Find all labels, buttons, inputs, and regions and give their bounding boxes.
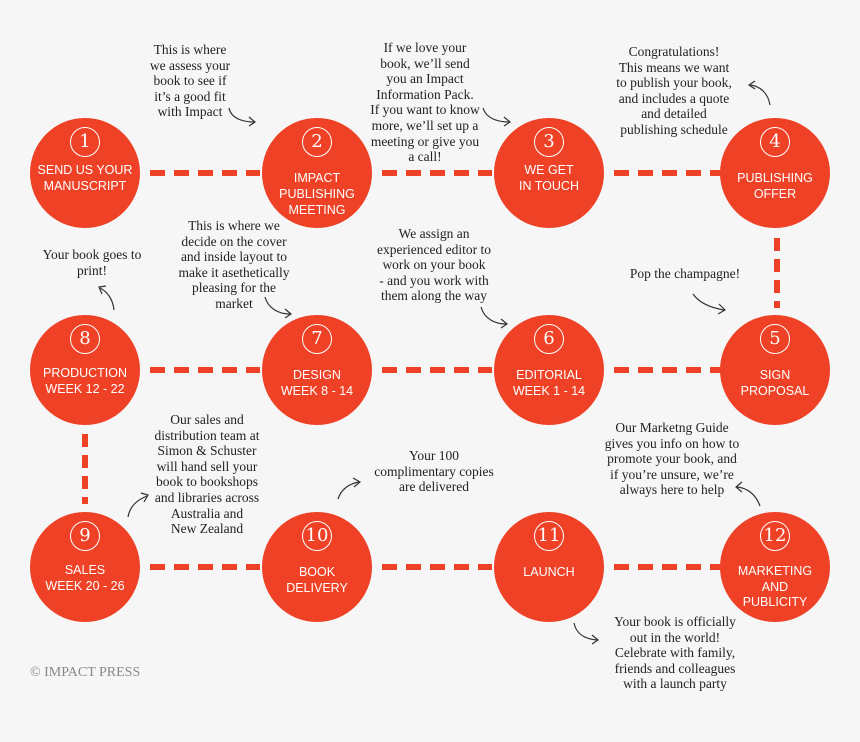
connector-6-7 (382, 367, 492, 373)
curved-arrow-icon (744, 78, 774, 108)
step-label: SIGN PROPOSAL (740, 368, 810, 398)
step-5-circle (720, 315, 830, 425)
step-number: 4 (760, 127, 790, 157)
step-number: 9 (70, 521, 100, 551)
step-12-circle (720, 512, 830, 622)
step-2-circle (262, 118, 372, 228)
step-number: 10 (302, 521, 332, 551)
step-label: PUBLISHING OFFER (737, 171, 813, 201)
step-11-circle (494, 512, 604, 622)
curved-arrow-icon (124, 490, 152, 520)
note-step-10: Your 100 complimentary copies are delivered (374, 448, 494, 495)
step-number: 12 (760, 521, 790, 551)
step-6-circle (494, 315, 604, 425)
step-number: 5 (760, 324, 790, 354)
note-step-1: This is where we assess your book to see if it’s a good fit with Impact (149, 42, 231, 120)
curved-arrow-icon (262, 294, 296, 320)
step-1-circle (30, 118, 140, 228)
step-label: LAUNCH (523, 565, 575, 579)
step-number: 2 (302, 127, 332, 157)
step-label: PRODUCTION WEEK 12 - 22 (42, 366, 128, 396)
step-label: WE GET IN TOUCH (519, 163, 579, 193)
step-number: 7 (302, 324, 332, 354)
step-label: SEND US YOUR MANUSCRIPT (37, 163, 133, 193)
curved-arrow-icon (334, 476, 364, 502)
note-step-2: If we love your book, we’ll send you an Impact Information Pack. If you want to know more, we’ll set up a meeting or give you a call! (370, 40, 480, 165)
connector-11-12 (614, 564, 724, 570)
connector-1-2 (150, 170, 260, 176)
note-step-11: Your book is officially out in the world! Celebrate with family, friends and colleagues with a launch party (614, 614, 736, 692)
step-8-circle (30, 315, 140, 425)
curved-arrow-icon (480, 104, 514, 128)
connector-10-11 (382, 564, 492, 570)
step-10-circle (262, 512, 372, 622)
curved-arrow-icon (570, 620, 604, 646)
step-9-circle (30, 512, 140, 622)
step-number: 1 (70, 127, 100, 157)
connector-5-6 (614, 367, 724, 373)
step-7-circle (262, 315, 372, 425)
note-step-12: Our Marketng Guide gives you info on how to promote your book, and if you’re unsure, we’re always here to help (604, 420, 740, 498)
step-number: 11 (534, 521, 564, 551)
curved-arrow-icon (730, 480, 764, 510)
step-label: MARKETING AND PUBLICITY (737, 564, 813, 609)
note-step-7: This is where we decide on the cover and inside layout to make it asethetically pleasing for the market (178, 218, 290, 311)
note-step-9: Our sales and distribution team at Simon & Schuster will hand sell your book to bookshops and libraries across Australia and New Zealand (154, 412, 260, 537)
copyright-credit: © IMPACT PRESS (30, 665, 141, 680)
step-label: SALES WEEK 20 - 26 (45, 563, 125, 593)
note-step-5: Pop the champagne! (629, 266, 741, 281)
curved-arrow-icon (478, 304, 512, 330)
note-step-8: Your book goes to print! (42, 247, 142, 278)
connector-7-8 (150, 367, 260, 373)
step-label: IMPACT PUBLISHING MEETING (279, 171, 355, 217)
connector-4-5 (774, 238, 780, 308)
note-step-3: Congratulations! This means we want to publish your book, and includes a quote and detailed publishing schedule (616, 44, 732, 137)
connector-3-4 (614, 170, 724, 176)
step-label: DESIGN WEEK 8 - 14 (280, 368, 354, 398)
step-label: BOOK DELIVERY (286, 565, 348, 595)
connector-2-3 (382, 170, 492, 176)
step-3-circle (494, 118, 604, 228)
curved-arrow-icon (226, 104, 260, 128)
step-number: 8 (70, 324, 100, 354)
curved-arrow-icon (94, 280, 124, 314)
step-number: 3 (534, 127, 564, 157)
connector-9-10 (150, 564, 260, 570)
curved-arrow-icon (690, 290, 730, 316)
step-number: 6 (534, 324, 564, 354)
note-step-6: We assign an experienced editor to work on your book - and you work with them along the way (377, 226, 491, 304)
step-label: EDITORIAL WEEK 1 - 14 (512, 368, 586, 398)
connector-8-9 (82, 434, 88, 504)
